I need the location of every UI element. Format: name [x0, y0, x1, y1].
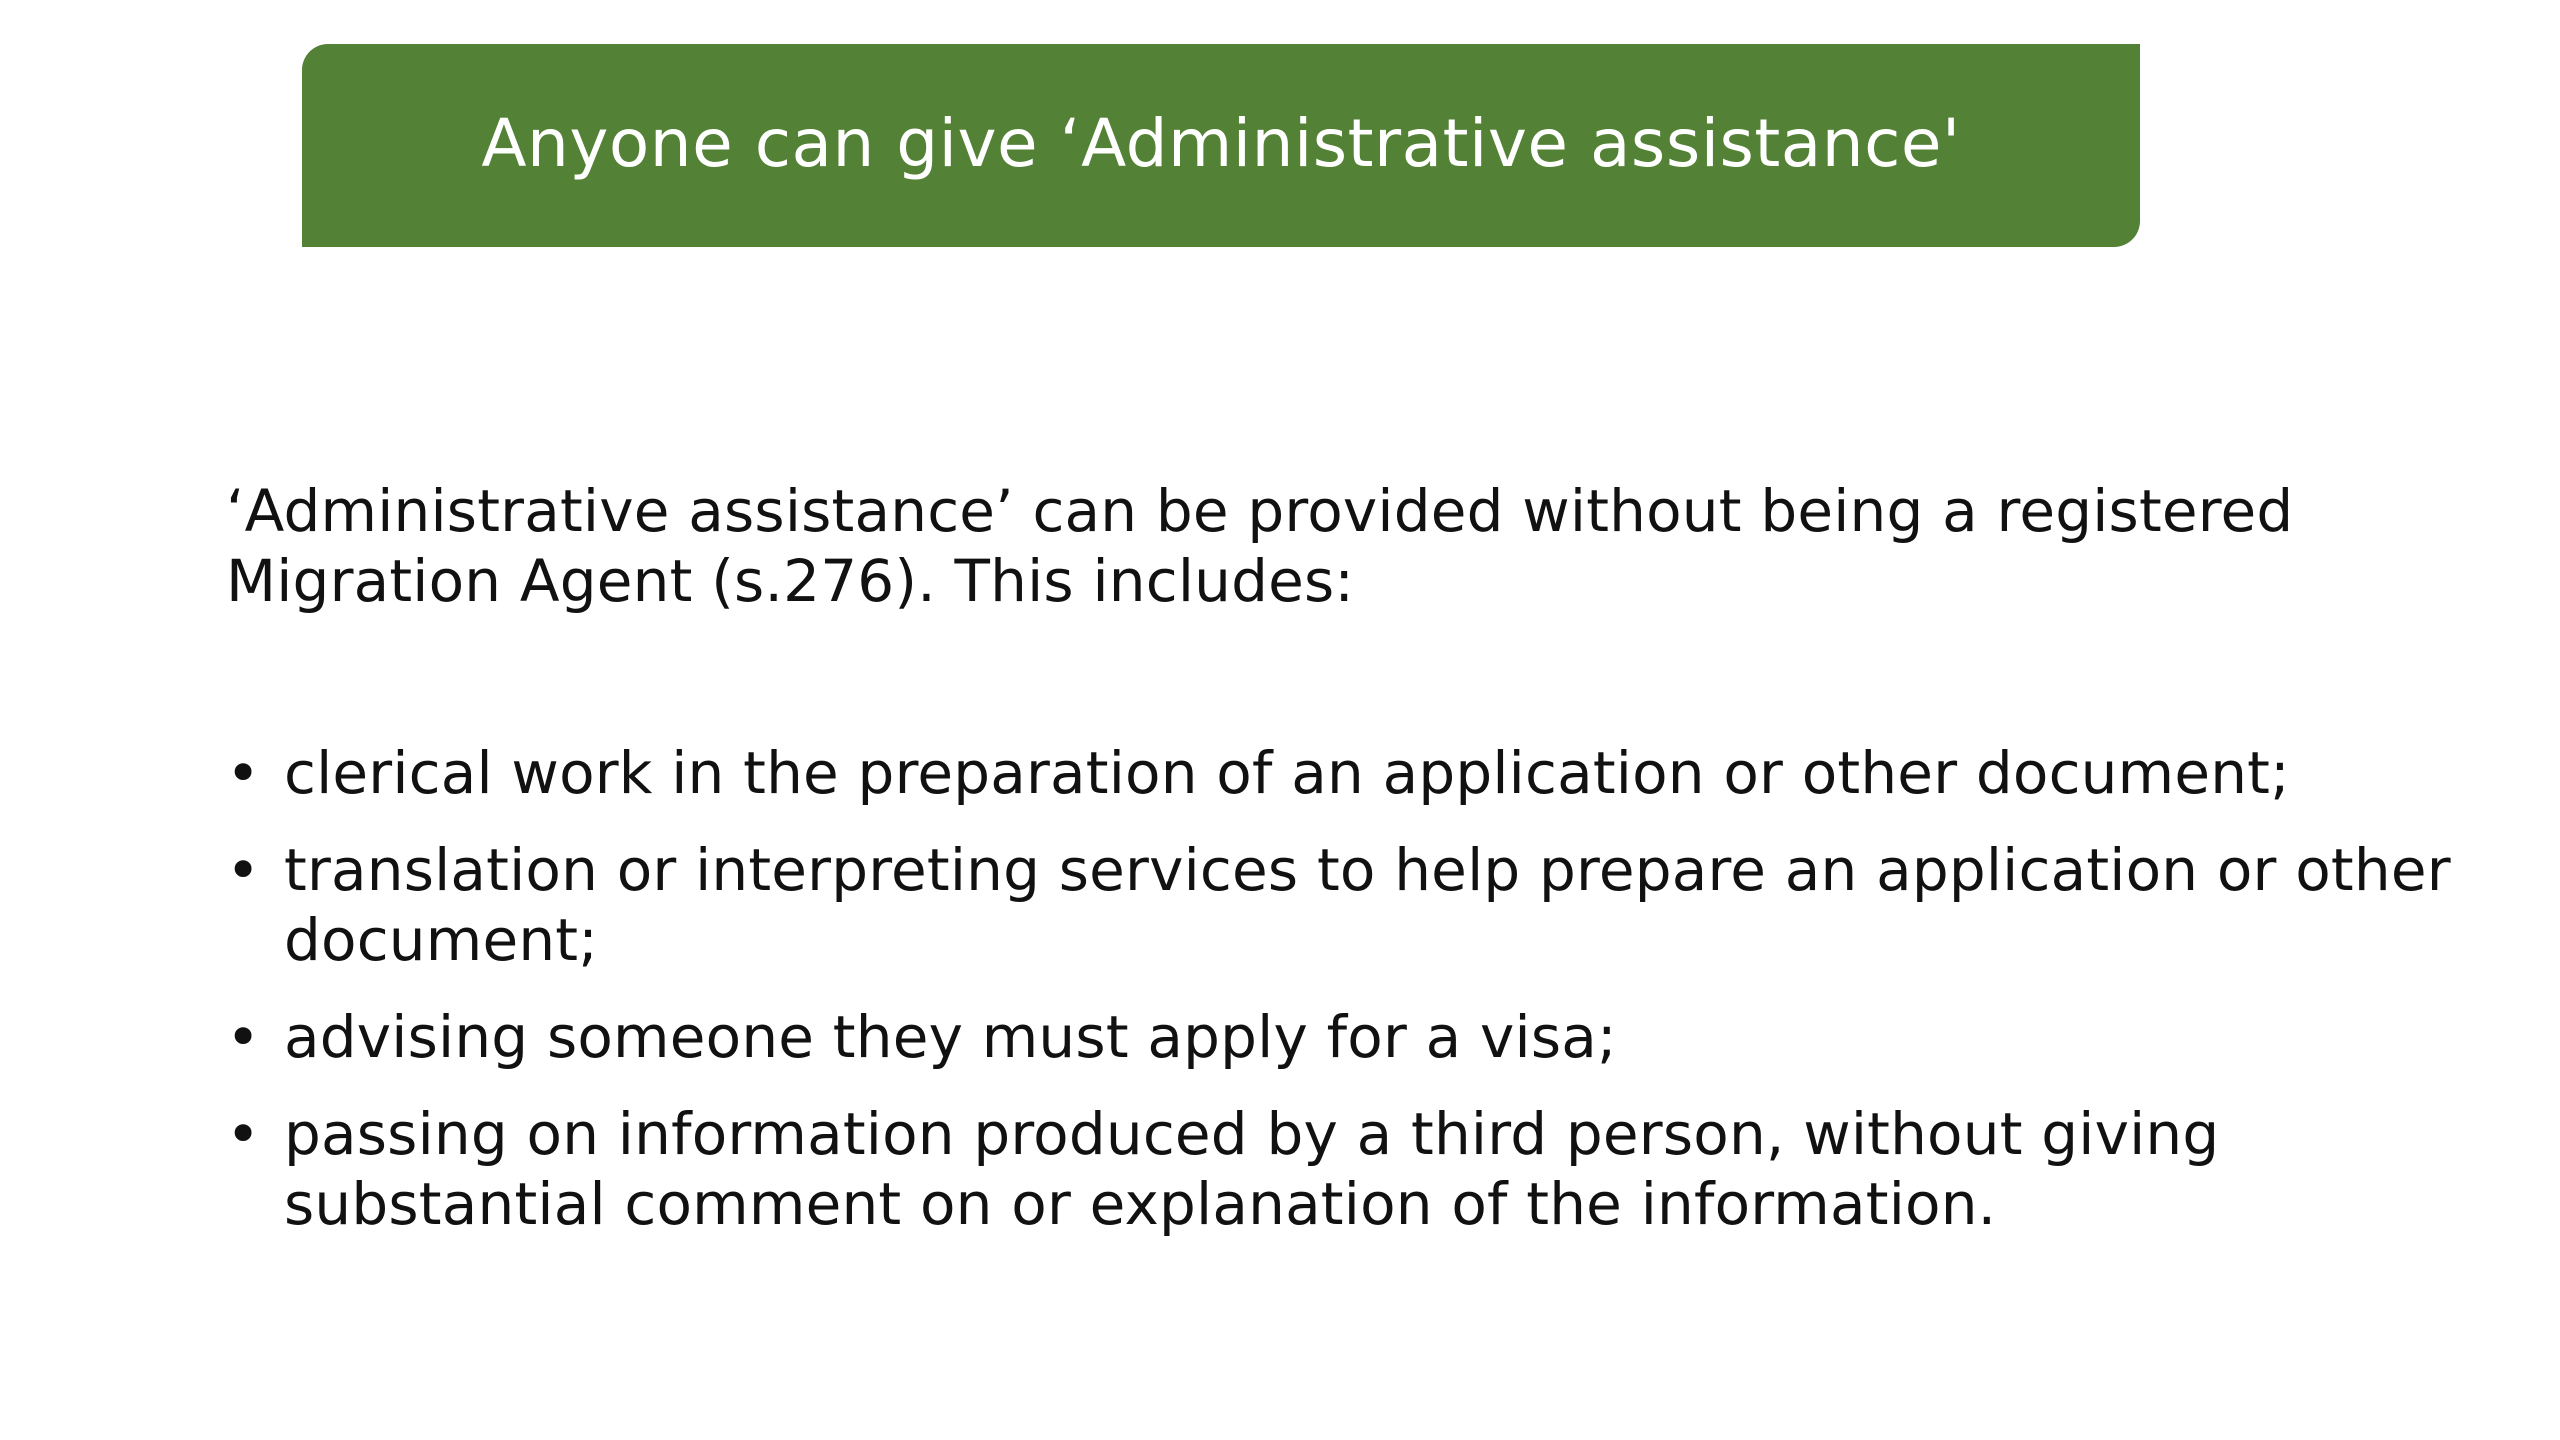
bullet-dot-icon: • [226, 1100, 261, 1168]
bullet-item [226, 835, 2466, 975]
title-banner [302, 44, 2140, 247]
bullet-item [226, 738, 2466, 808]
bullet-dot-icon: • [226, 739, 261, 807]
bullet-item [226, 1099, 2466, 1239]
bullet-text: passing on information produced by a third person, without giving substantial comment on or explanation of the information. [284, 1100, 2220, 1238]
bullet-item [226, 1002, 2466, 1072]
bullet-list [226, 738, 2466, 1239]
bullet-text: advising someone they must apply for a visa; [284, 1003, 1617, 1071]
slide-title: Anyone can give ‘Administrative assistance' [481, 105, 1961, 182]
bullet-dot-icon: • [226, 1003, 261, 1071]
bullet-text: translation or interpreting services to help prepare an application or other document; [284, 836, 2451, 974]
slide-body [226, 476, 2466, 1266]
bullet-text: clerical work in the preparation of an application or other document; [284, 739, 2290, 807]
bullet-dot-icon: • [226, 836, 261, 904]
intro-paragraph: ‘Administrative assistance’ can be provided without being a registered Migration Agent (s.276). This includes: [226, 477, 2294, 615]
